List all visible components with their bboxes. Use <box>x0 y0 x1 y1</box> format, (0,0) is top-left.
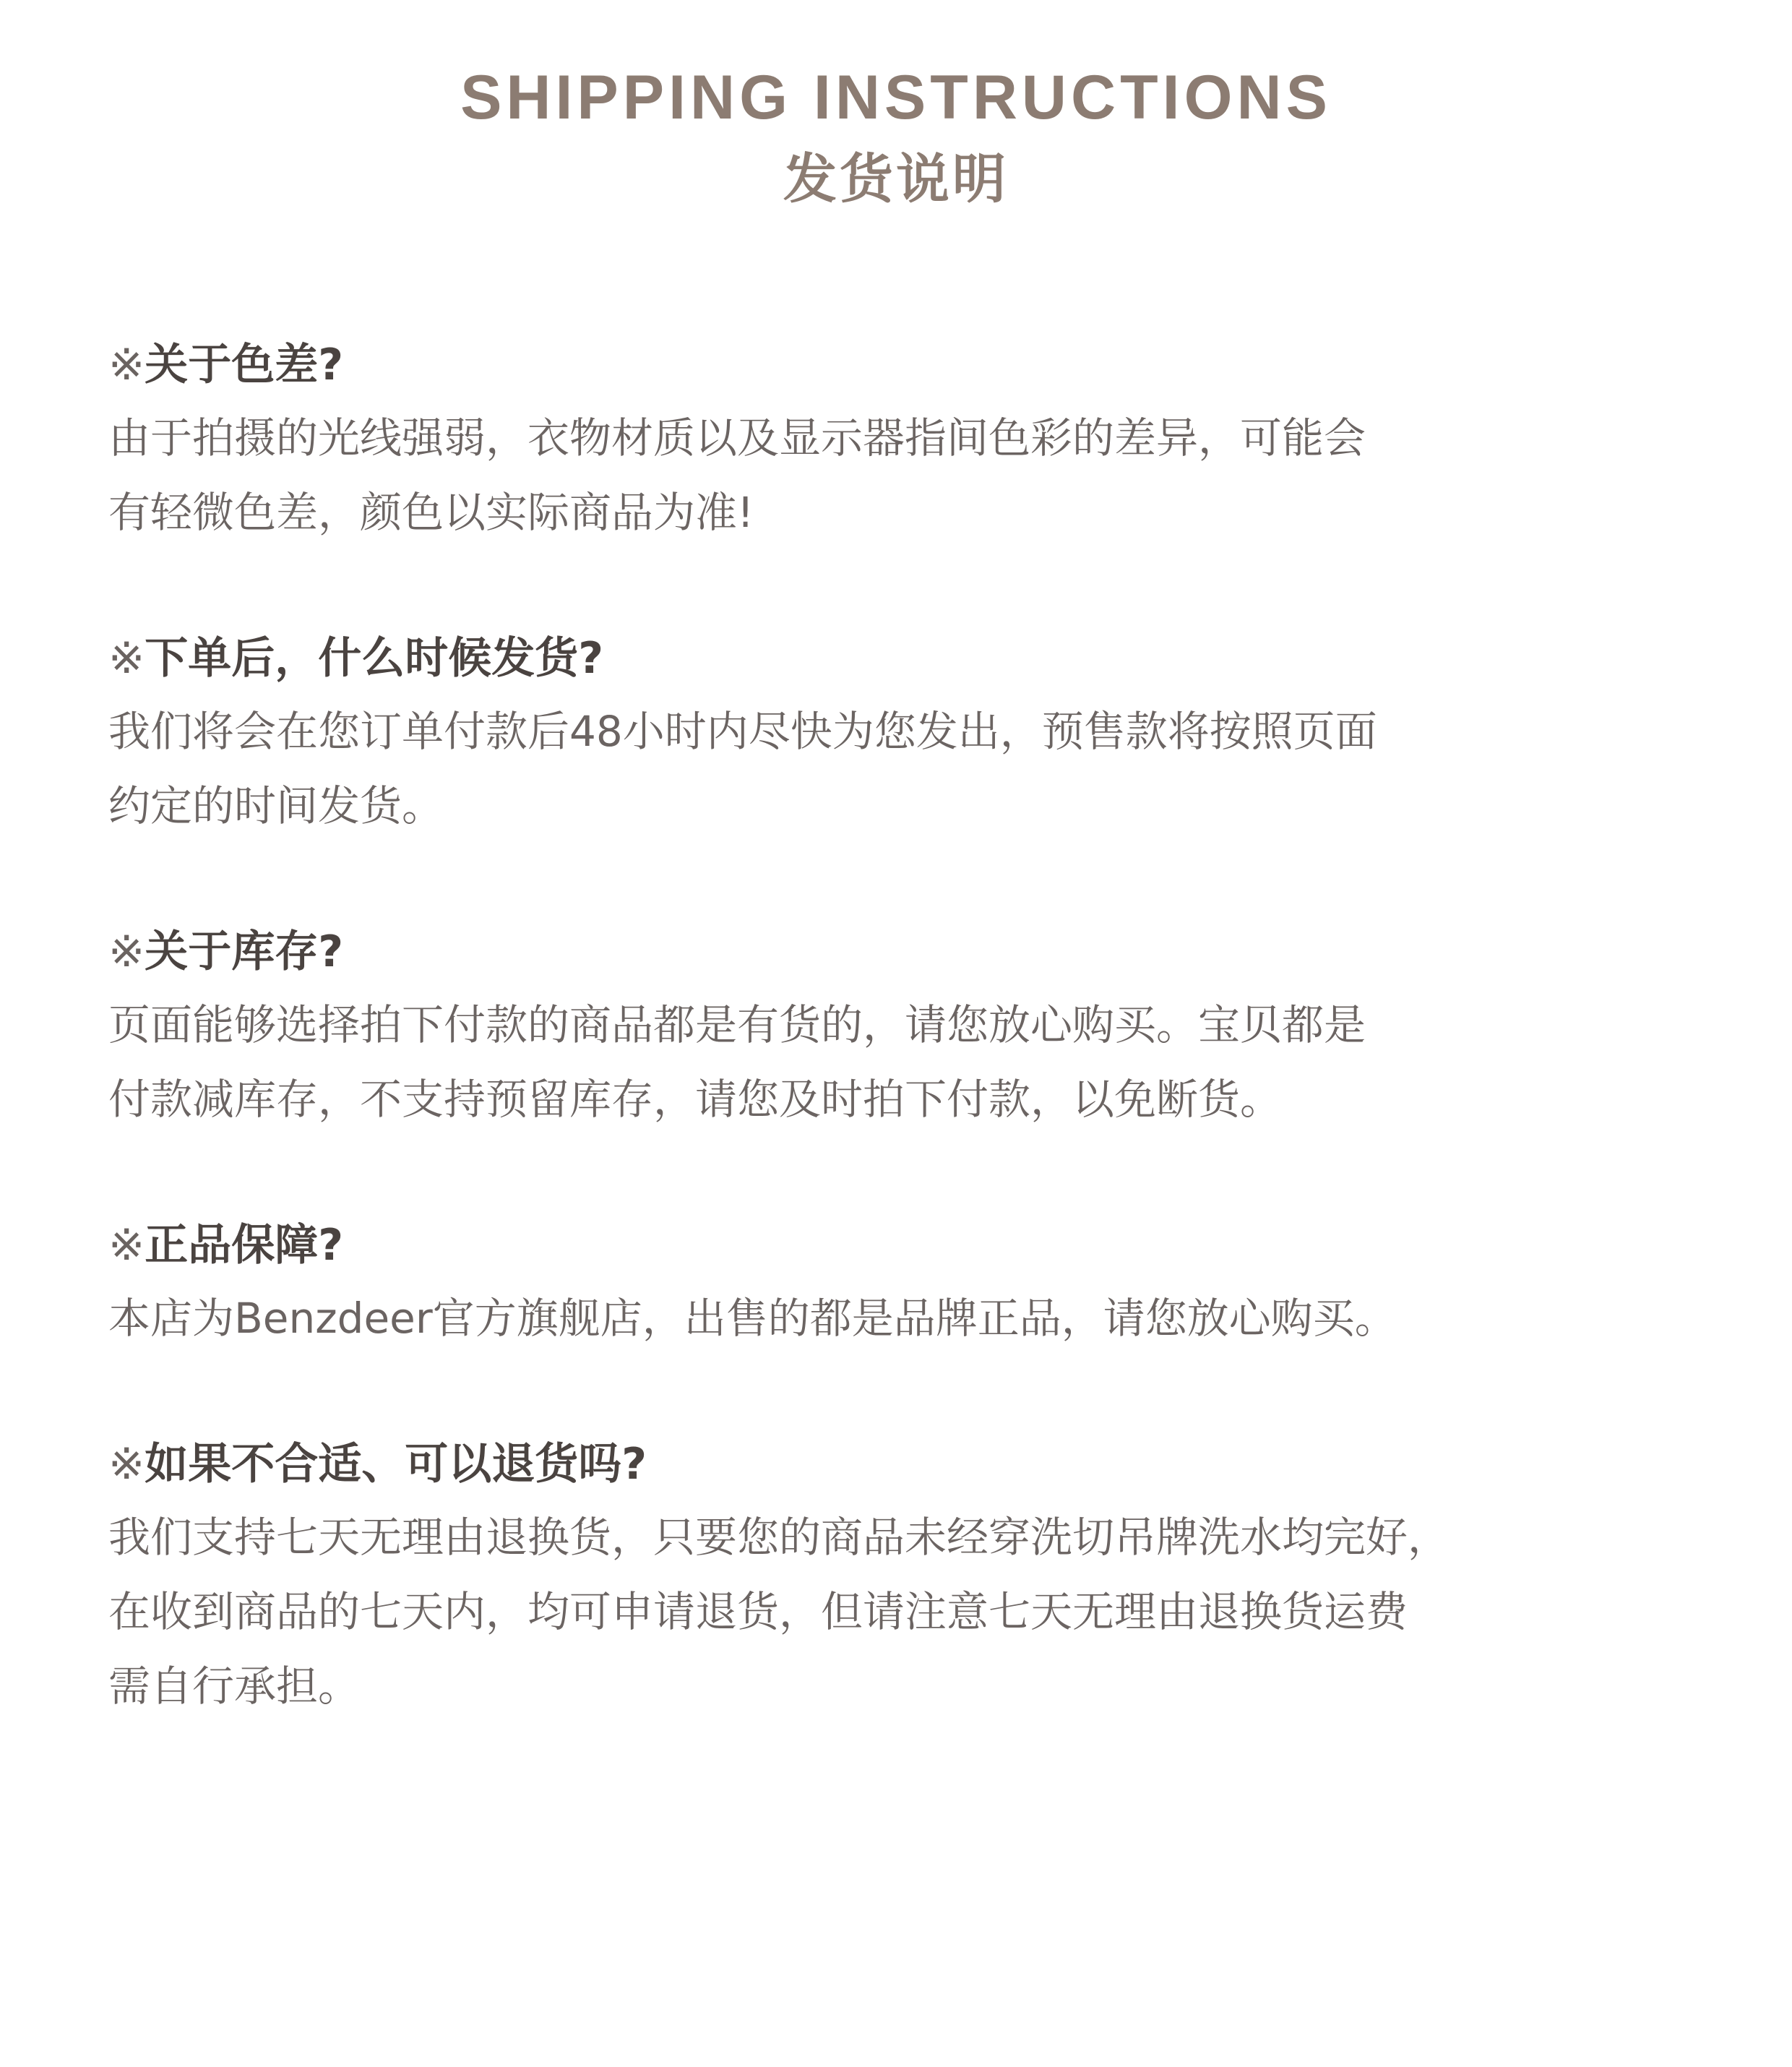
faq-answer-line: 我们将会在您订单付款后48小时内尽快为您发出，预售款将按照页面 <box>108 707 1377 756</box>
faq-answer-line: 页面能够选择拍下付款的商品都是有货的，请您放心购买。宝贝都是 <box>108 1000 1366 1049</box>
faq-list <box>108 329 1727 1796</box>
faq-question-text: 关于库存? <box>145 927 344 977</box>
faq-answer-line: 有轻微色差，颜色以实际商品为准! <box>108 488 754 537</box>
reference-mark-icon: ※ <box>108 1439 145 1490</box>
faq-answer-line: 约定的时间发货。 <box>108 781 444 830</box>
faq-answer-line: 需自行承担。 <box>108 1662 361 1711</box>
faq-answer-line: 付款减库存，不支持预留库存，请您及时拍下付款，以免断货。 <box>108 1075 1283 1124</box>
faq-answer <box>108 988 1727 1137</box>
page-title-cn: 发货说明 <box>783 148 1009 210</box>
faq-answer <box>108 401 1727 550</box>
faq-answer <box>108 1500 1727 1724</box>
faq-item-returns <box>108 1428 1727 1724</box>
reference-mark-icon: ※ <box>108 1220 145 1271</box>
faq-question-text: 关于色差? <box>145 340 344 390</box>
faq-question <box>108 1428 1727 1500</box>
reference-mark-icon: ※ <box>108 633 145 684</box>
faq-answer-line: 由于拍摄的光线强弱，衣物材质以及显示器指间色彩的差异，可能会 <box>108 413 1366 463</box>
faq-question-text: 如果不合适、可以退货吗? <box>145 1439 647 1490</box>
faq-question <box>108 1209 1727 1281</box>
faq-answer <box>108 1281 1727 1356</box>
faq-question-text: 下单后，什么时候发货? <box>145 633 604 684</box>
faq-answer-line: 我们支持七天无理由退换货，只要您的商品未经穿洗切吊牌洗水均完好， <box>108 1513 1450 1562</box>
faq-question-text: 正品保障? <box>145 1220 344 1271</box>
faq-answer-line: 在收到商品的七天内，均可申请退货，但请注意七天无理由退换货运费 <box>108 1587 1408 1636</box>
page-title-en: SHIPPING INSTRUCTIONS <box>460 63 1332 132</box>
faq-question <box>108 329 1727 401</box>
faq-answer <box>108 695 1727 843</box>
reference-mark-icon: ※ <box>108 927 145 977</box>
faq-item-inventory <box>108 916 1727 1137</box>
page-header <box>0 58 1792 215</box>
faq-question <box>108 916 1727 988</box>
faq-item-shipping-time <box>108 622 1727 843</box>
faq-item-color-difference <box>108 329 1727 550</box>
faq-answer-line: 本店为Benzdeer官方旗舰店，出售的都是品牌正品，请您放心购买。 <box>108 1294 1397 1343</box>
faq-question <box>108 622 1727 695</box>
faq-item-authenticity <box>108 1209 1727 1356</box>
reference-mark-icon: ※ <box>108 340 145 390</box>
